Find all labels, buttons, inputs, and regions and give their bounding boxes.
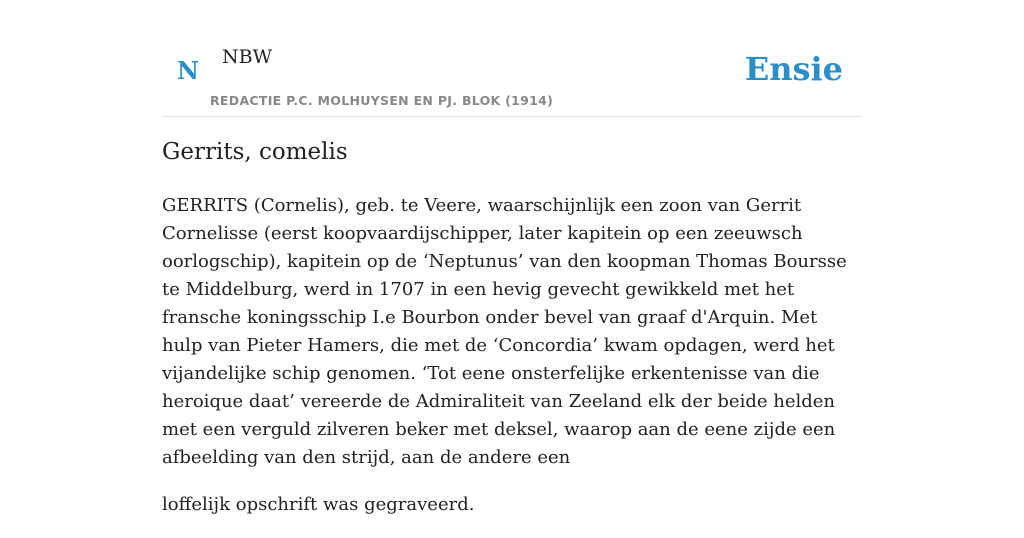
article-body <box>162 192 862 538</box>
source-logo-link[interactable]: N <box>177 56 199 85</box>
article-paragraph: GERRITS (Cornelis), geb. te Veere, waarschijnlijk een zoon van Gerrit Cornelisse (eerst koopvaardijschipper, later kapitein op een zeeuwsch oorlogschip), kapitein op de ‘Neptunus’ van den koopman Thomas Boursse te Middelburg, werd in 1707 in een hevig gevecht gewikkeld met het fransche koningsschip I.e Bourbon onder bevel van graaf d'Arquin. Met hulp van Pieter Hamers, die met de ‘Concordia’ kwam opdagen, werd het vijandelijke schip genomen. ‘Tot eene onsterfelijke erkentenisse van die heroique daat’ vereerde de Admiraliteit van Zeeland elk der beide helden met een verguld zilveren beker met deksel, waarop aan de eene zijde een afbeelding van den strijd, aan de andere een <box>162 195 847 468</box>
article-paragraph: loffelijk opschrift was gegraveerd. <box>162 494 475 515</box>
page-header <box>162 0 862 117</box>
brand-logo-link[interactable]: Ensie <box>744 50 843 88</box>
editor-credit: REDACTIE P.C. MOLHUYSEN EN PJ. BLOK (1914) <box>210 93 554 108</box>
source-name: NBW <box>222 46 273 68</box>
article-title: Gerrits, comelis <box>162 139 348 165</box>
